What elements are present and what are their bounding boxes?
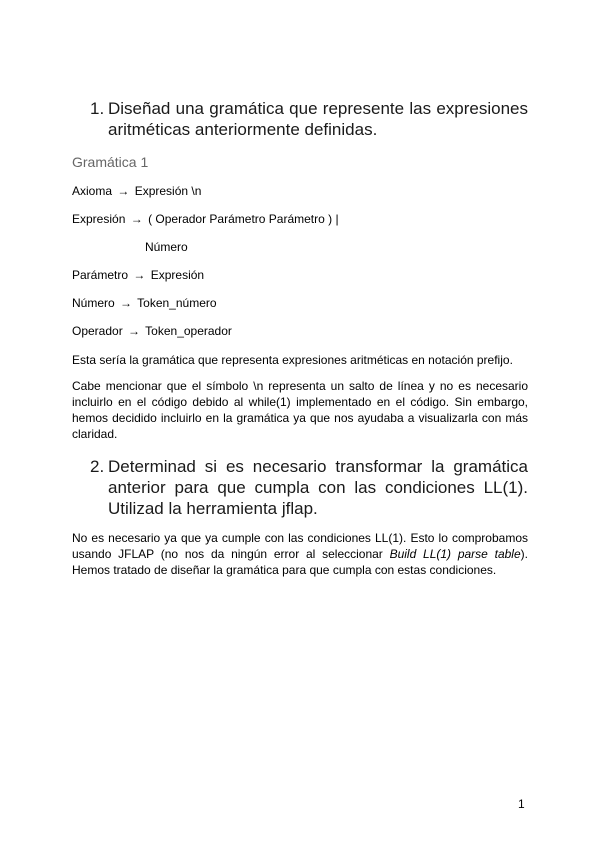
grammar-title: Gramática 1 — [72, 154, 149, 170]
rule-rhs: ( Operador Parámetro Parámetro ) | — [148, 212, 339, 226]
rule-lhs: Parámetro — [72, 268, 129, 282]
rule-rhs: Expresión — [150, 268, 205, 282]
rule-lhs: Expresión — [72, 212, 126, 226]
rule-lhs: Operador — [72, 324, 123, 338]
question-2 — [90, 456, 528, 519]
question-1-number: 1. — [90, 99, 105, 118]
grammar-rule-expresion — [72, 212, 339, 227]
rule-lhs: Número — [72, 296, 115, 310]
answer-text-end: ). Hemos tratado de diseñar la gramática para que cumpla con estas condiciones. — [72, 547, 528, 577]
grammar-rule-axioma — [72, 184, 201, 199]
answer-text-start: No es necesario ya que ya cumple con las condiciones LL(1). Esto lo comprobamos usando JFLAP (no nos da ningún error al seleccionar — [72, 531, 528, 561]
rule-rhs: Expresión \n — [134, 184, 202, 198]
grammar-rule-numero — [72, 296, 217, 311]
rule-rhs: Token_número — [137, 296, 217, 310]
rule-lhs: Axioma — [72, 184, 113, 198]
paragraph-ll1-answer — [72, 530, 528, 578]
page-number: 1 — [518, 797, 525, 811]
question-2-text: Determinad si es necesario transformar la gramática anterior para que cumpla con las condiciones LL(1). Utilizad la herramienta jflap. — [108, 457, 528, 518]
question-1-text: Diseñad una gramática que represente las expresiones aritméticas anteriormente definidas. — [108, 99, 528, 139]
arrow-icon: → — [117, 184, 130, 198]
rule-rhs: Token_operador — [145, 324, 232, 338]
question-1 — [90, 98, 528, 140]
answer-italic-term: Build LL(1) parse table — [389, 547, 521, 561]
grammar-rule-expresion-alternative — [145, 240, 188, 255]
grammar-rule-parametro — [72, 268, 204, 283]
rule-rhs: Número — [145, 240, 188, 254]
grammar-rule-operador — [72, 324, 232, 339]
arrow-icon: → — [120, 296, 133, 310]
paragraph-newline-note: Cabe mencionar que el símbolo \n representa un salto de línea y no es necesario incluirlo en el código debido al while(1) implementado en el código. Sin embargo, hemos decidido incluirlo en la gramática ya que nos ayudaba a visualizarla con más claridad. — [72, 379, 528, 441]
arrow-icon: → — [128, 324, 141, 338]
paragraph-grammar-summary: Esta sería la gramática que representa expresiones aritméticas en notación prefijo. — [72, 353, 513, 367]
question-2-number: 2. — [90, 457, 105, 476]
arrow-icon: → — [130, 212, 143, 226]
arrow-icon: → — [133, 268, 146, 282]
